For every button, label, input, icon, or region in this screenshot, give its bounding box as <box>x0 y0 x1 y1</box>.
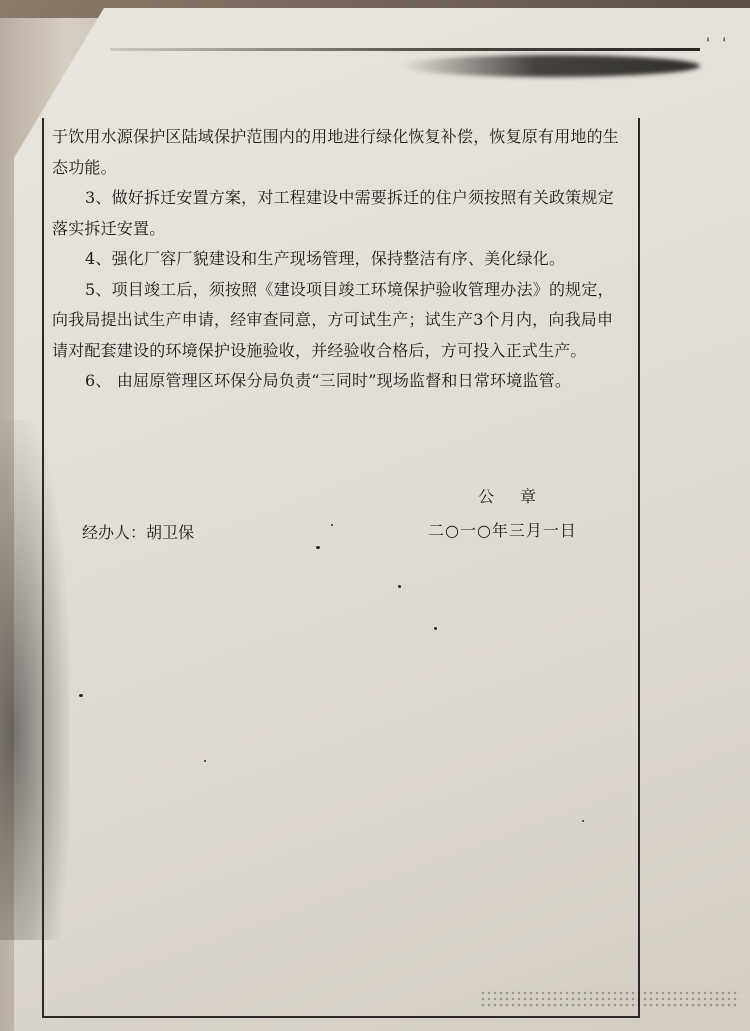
toner-speck <box>204 760 206 762</box>
toner-speck <box>316 546 320 549</box>
toner-speck <box>79 694 83 697</box>
corner-marks: ' ' <box>706 36 731 52</box>
toner-speck <box>582 820 584 822</box>
toner-speck <box>398 585 401 588</box>
document-date: 二○一○年三月一日 <box>428 521 577 540</box>
toner-smear <box>400 55 700 77</box>
body-line: 5、项目竣工后，须按照《建设项目竣工环境保护验收管理办法》的规定， <box>85 279 614 299</box>
handler-signature: 经办人：胡卫保 <box>82 523 195 542</box>
toner-speck <box>434 627 437 630</box>
toner-dots <box>480 990 740 1010</box>
body-line: 落实拆迁安置。 <box>52 218 166 238</box>
toner-speck <box>331 524 333 526</box>
body-line: 请对配套建设的环境保护设施验收，并经验收合格后，方可投入正式生产。 <box>52 340 587 360</box>
seal-label: 公章 <box>478 487 563 506</box>
body-line: 6、 由屈原管理区环保分局负责“三同时”现场监督和日常环境监管。 <box>85 371 572 390</box>
body-line: 于饮用水源保护区陆域保护范围内的用地进行绿化恢复补偿，恢复原有用地的生 <box>52 127 620 146</box>
top-rule <box>110 48 700 51</box>
body-line: 3、做好拆迁安置方案，对工程建设中需要拆迁的住户须按照有关政策规定 <box>85 188 614 207</box>
body-line: 向我局提出试生产申请，经审查同意，方可试生产；试生产3个月内，向我局申 <box>52 310 614 329</box>
body-line: 态功能。 <box>52 157 117 177</box>
body-line: 4、强化厂容厂貌建设和生产现场管理，保持整洁有序、美化绿化。 <box>85 249 566 268</box>
document-body <box>52 122 636 397</box>
